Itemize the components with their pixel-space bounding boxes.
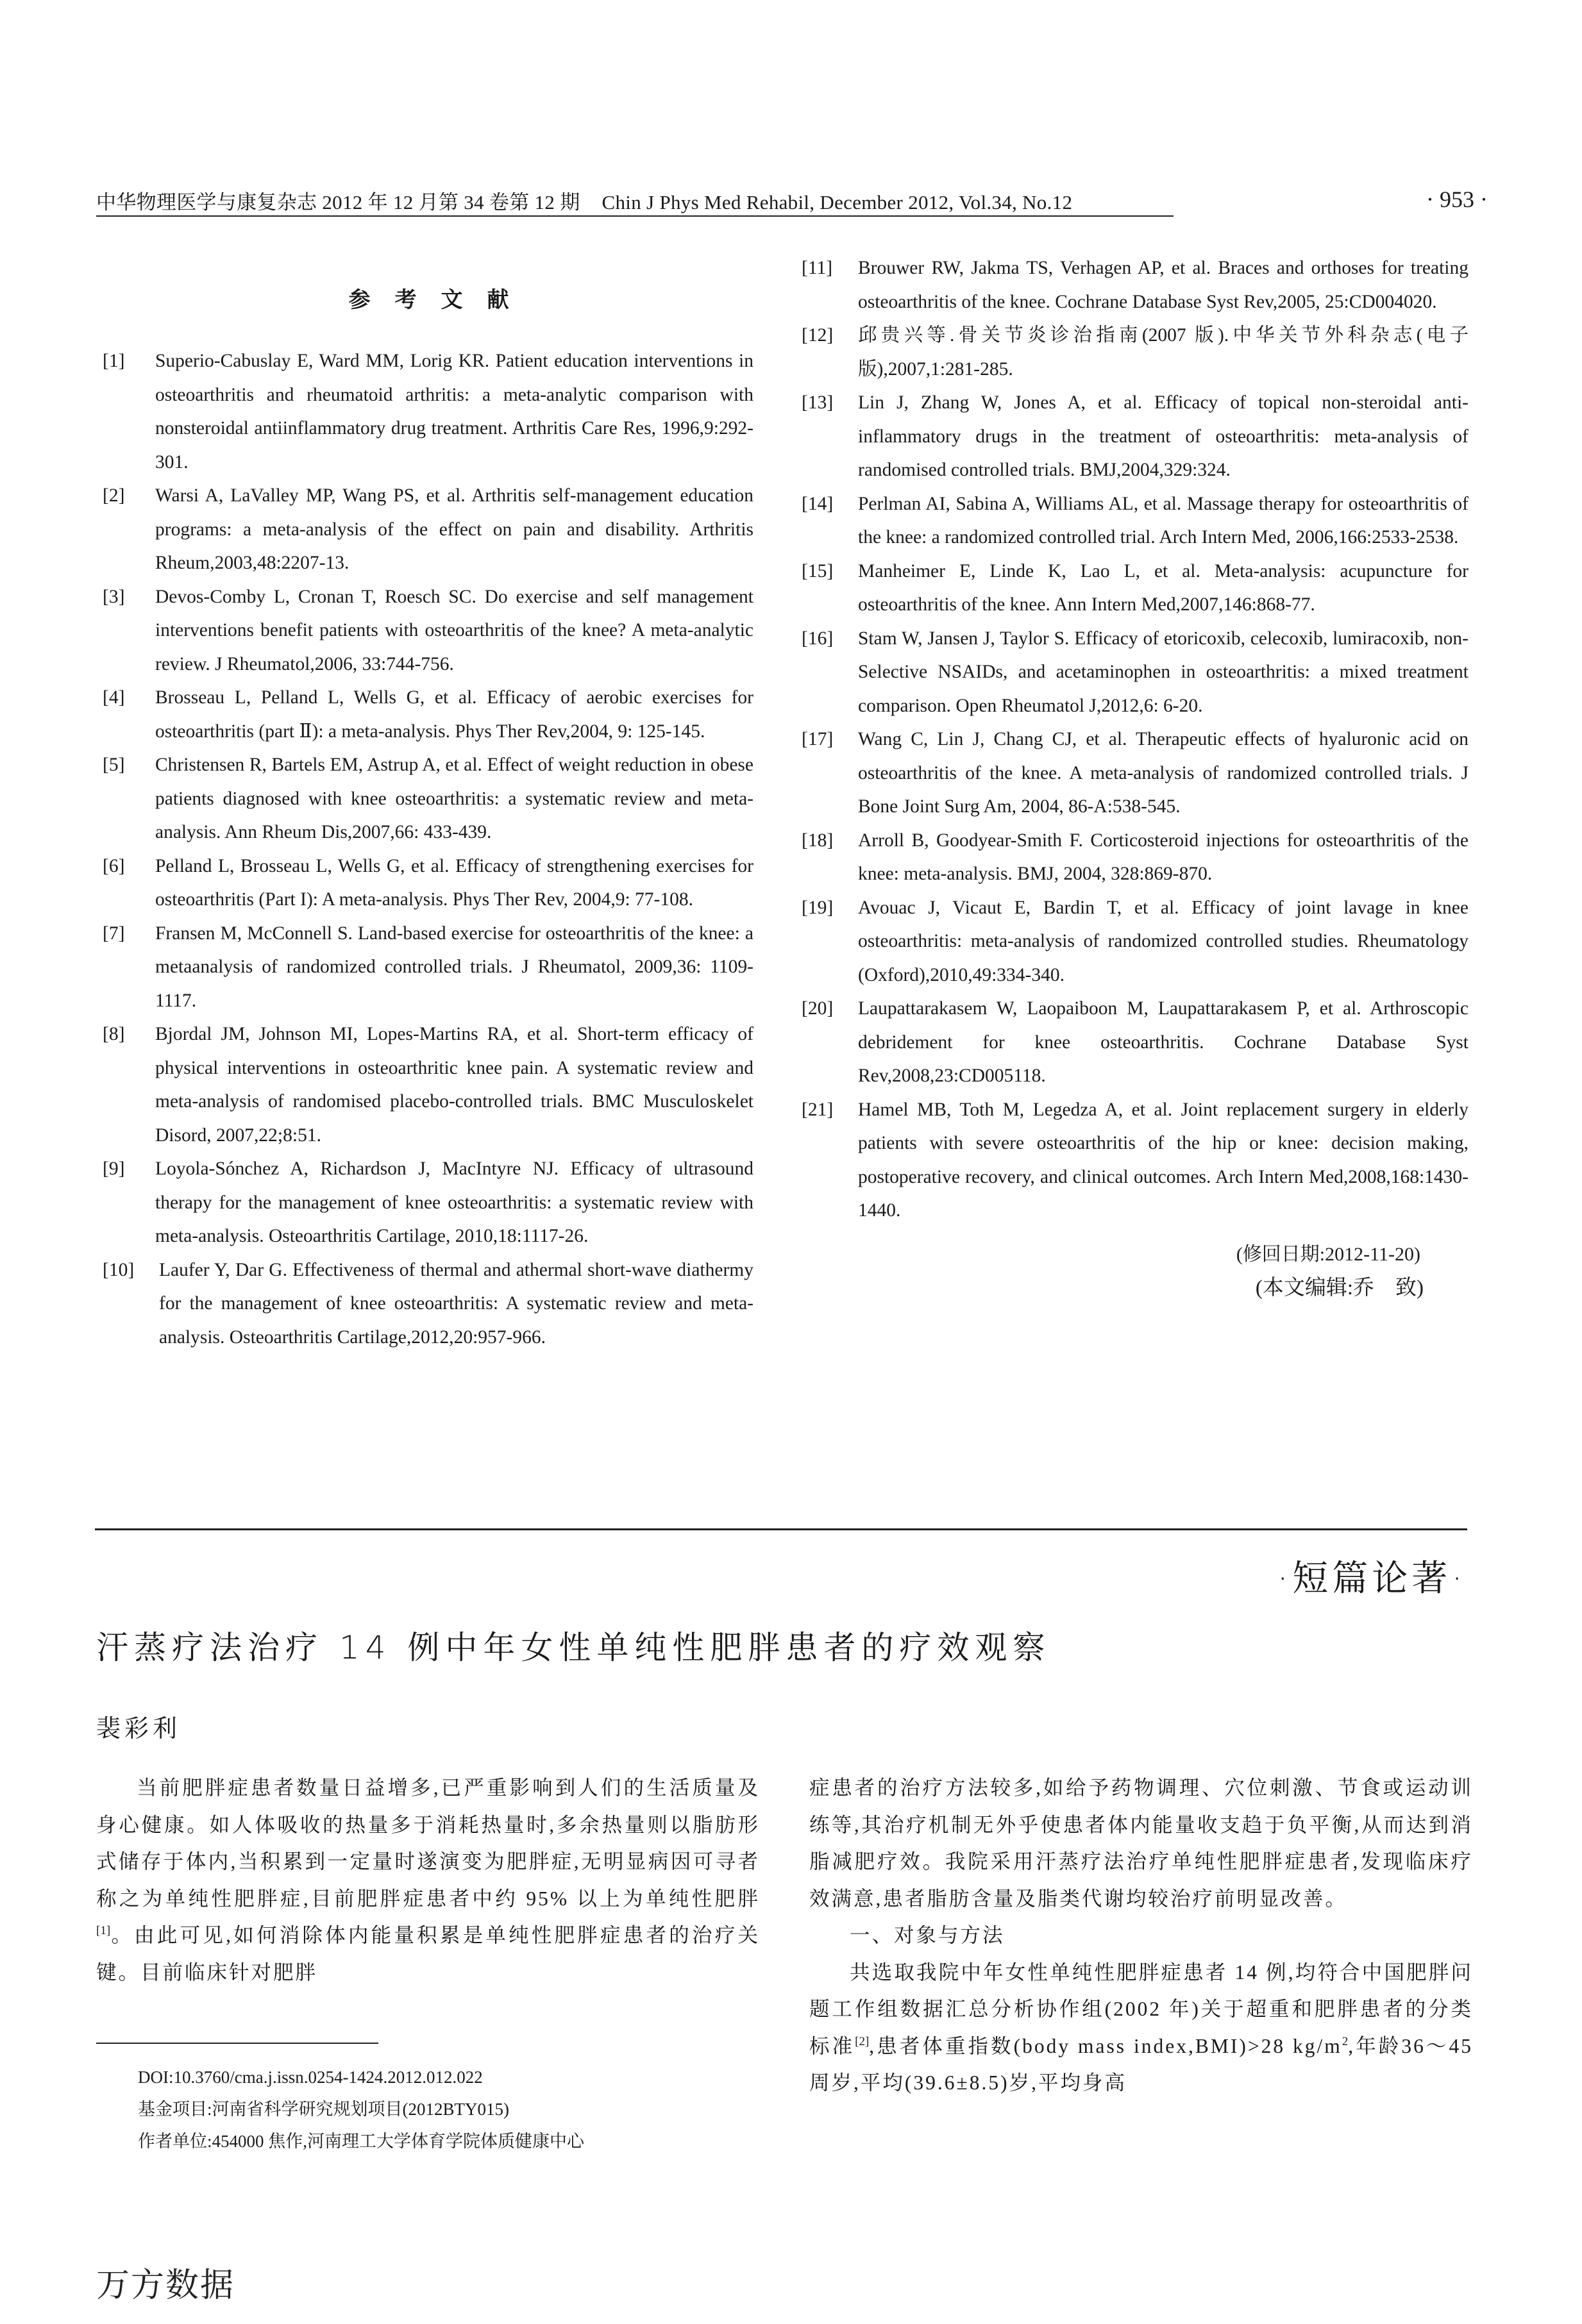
references-right-column bbox=[802, 251, 1468, 1305]
reference-text: Bjordal JM, Johnson MI, Lopes-Martins RA, et al. Short-term efficacy of physical interventions in osteoarthritic knee pain. A systematic review and meta-analysis of randomised placebo-controlled trials. BMC Musculoskelet Disord, 2007,22;8:51. bbox=[155, 1024, 753, 1146]
reference-text: Hamel MB, Toth M, Legedza A, et al. Joint replacement surgery in elderly patients with severe osteoarthritis of the hip or knee: decision making, postoperative recovery, and clinical outcomes. Arch Intern Med,2008,168:1430-1440. bbox=[858, 1099, 1468, 1221]
reference-text: Avouac J, Vicaut E, Bardin T, et al. Efficacy of joint lavage in knee osteoarthritis: meta-analysis of randomized controlled studies. Rheumatology (Oxford),2010,49:334-340. bbox=[858, 897, 1468, 985]
reference-text: Warsi A, LaValley MP, Wang PS, et al. Arthritis self-management education programs: a meta-analysis of the effect on pain and disability. Arthritis Rheum,2003,48:2207-13. bbox=[155, 485, 753, 573]
reference-number: [10] bbox=[103, 1259, 135, 1280]
citation-2[interactable]: [2] bbox=[855, 2034, 870, 2048]
reference-text: Loyola-Sónchez A, Richardson J, MacIntyre NJ. Efficacy of ultrasound therapy for the management of knee osteoarthritis: a systematic review with meta-analysis. Osteoarthritis Cartilage, 2010,18:1117-26. bbox=[155, 1158, 753, 1246]
reference-number: [21] bbox=[802, 1099, 834, 1120]
reference-text: Manheimer E, Linde K, Lao L, et al. Meta-analysis: acupuncture for osteoarthritis of the knee. Ann Intern Med,2007,146:868-77. bbox=[858, 560, 1468, 615]
reference-item bbox=[103, 917, 753, 1018]
reference-number: [18] bbox=[802, 830, 834, 851]
funding: 基金项目:河南省科学研究规划项目(2012BTY015) bbox=[138, 2100, 509, 2119]
journal-name-en: Chin J Phys Med Rehabil, December 2012, Vol.34, No.12 bbox=[602, 191, 1073, 213]
reference-text: Lin J, Zhang W, Jones A, et al. Efficacy of topical non-steroidal anti-inflammatory drugs in the treatment of osteoarthritis: meta-analysis of randomised controlled trials. BMJ,2004,329:324. bbox=[858, 392, 1468, 480]
page-number: · 953 · bbox=[1426, 187, 1488, 212]
reference-text: Brouwer RW, Jakma TS, Verhagen AP, et al. Braces and orthoses for treating osteoarthritis of the knee. Cochrane Database Syst Rev,2005, 25:CD004020. bbox=[858, 258, 1468, 312]
reference-item bbox=[802, 723, 1468, 824]
reference-item bbox=[802, 622, 1468, 723]
reference-number: [19] bbox=[802, 897, 834, 918]
intro-text: 当前肥胖症患者数量日益增多,已严重影响到人们的生活质量及身心健康。如人体吸收的热量多于消耗热量时,多余热量则以脂肪形式储存于体内,当积累到一定量时遂演变为肥胖症,无明显病因可寻者称之为单纯性肥胖症,目前肥胖症患者中约 95% 以上为单纯性肥胖 bbox=[96, 1776, 760, 1910]
reference-item bbox=[103, 681, 753, 748]
reference-item bbox=[103, 1253, 753, 1355]
article-title: 汗蒸疗法治疗 14 例中年女性单纯性肥胖患者的疗效观察 bbox=[96, 1629, 1051, 1666]
methods-paragraph bbox=[809, 1954, 1473, 2102]
reference-number: [12] bbox=[802, 325, 834, 346]
reference-item bbox=[802, 891, 1468, 992]
reference-text: Pelland L, Brosseau L, Wells G, et al. Efficacy of strengthening exercises for osteoarthritis (Part I): A meta-analysis. Phys Ther Rev, 2004,9: 77-108. bbox=[155, 855, 753, 910]
reference-number: [14] bbox=[802, 493, 834, 514]
intro-paragraph bbox=[96, 1769, 760, 1991]
intro-paragraph-continued: 症患者的治疗方法较多,如给予药物调理、穴位刺激、节食或运动训练等,其治疗机制无外乎使患者体内能量收支趋于负平衡,从而达到消脂减肥疗效。我院采用汗蒸疗法治疗单纯性肥胖症患者,发现临床疗效满意,患者脂肪含量及脂类代谢均较治疗前明显改善。 bbox=[809, 1776, 1473, 1910]
reference-item bbox=[802, 992, 1468, 1093]
reference-item bbox=[802, 386, 1468, 487]
reference-number: [20] bbox=[802, 998, 834, 1019]
reference-text: Devos-Comby L, Cronan T, Roesch SC. Do exercise and self management interventions benefit patients with osteoarthritis of the knee? A meta-analytic review. J Rheumatol,2006, 33:744-756. bbox=[155, 586, 753, 674]
editor-credit: (本文编辑:乔 致) bbox=[1255, 1276, 1424, 1300]
journal-name-cn: 中华物理医学与康复杂志 2012 年 12 月第 34 卷第 12 期 bbox=[96, 191, 580, 213]
reference-number: [9] bbox=[103, 1158, 125, 1179]
reference-item bbox=[103, 1152, 753, 1253]
reference-text: 邱贵兴等.骨关节炎诊治指南(2007 版).中华关节外科杂志(电子版),2007,1:281-285. bbox=[858, 325, 1468, 380]
methods-text-end: ,年龄36～45周岁,平均(39.6±8.5)岁,平均身高 bbox=[809, 2034, 1473, 2094]
reference-number: [17] bbox=[802, 729, 834, 749]
reference-number: [1] bbox=[103, 351, 125, 371]
reference-item bbox=[103, 344, 753, 479]
intro-text-cont: 。由此可见,如何消除体内能量积累是单纯性肥胖症患者的治疗关键。目前临床针对肥胖 bbox=[96, 1924, 760, 1984]
reference-text: Laufer Y, Dar G. Effectiveness of thermal and athermal short-wave diathermy for the management of knee osteoarthritis: A systematic review and meta-analysis. Osteoarthritis Cartilage,2012,20:957-966. bbox=[159, 1259, 753, 1348]
reference-number: [15] bbox=[802, 560, 834, 581]
reference-text: Brosseau L, Pelland L, Wells G, et al. Efficacy of aerobic exercises for osteoarthritis (part Ⅱ): a meta-analysis. Phys Ther Rev,2004, 9: 125-145. bbox=[155, 687, 753, 742]
reference-number: [6] bbox=[103, 855, 125, 876]
reference-item bbox=[802, 824, 1468, 891]
reference-text: Laupattarakasem W, Laopaiboon M, Laupattarakasem P, et al. Arthroscopic debridement for knee osteoarthritis. Cochrane Database Syst Rev,2008,23:CD005118. bbox=[858, 998, 1468, 1086]
reference-item bbox=[802, 1093, 1468, 1228]
reference-text: Superio-Cabuslay E, Ward MM, Lorig KR. Patient education interventions in osteoarthritis and rheumatoid arthritis: a meta-analytic comparison with nonsteroidal antiinflammatory drug treatment. Arthritis Care Res, 1996,9:292-301. bbox=[155, 351, 753, 472]
reference-item bbox=[802, 251, 1468, 319]
citation-1[interactable]: [1] bbox=[96, 1924, 111, 1937]
reference-number: [7] bbox=[103, 923, 125, 944]
reference-number: [8] bbox=[103, 1024, 125, 1044]
journal-citation bbox=[96, 186, 1072, 215]
reference-item bbox=[103, 849, 753, 917]
references-left-column bbox=[103, 269, 753, 1354]
footnotes bbox=[138, 2061, 779, 2157]
reference-item bbox=[103, 748, 753, 849]
reference-text: Fransen M, McConnell S. Land-based exercise for osteoarthritis of the knee: a metaanalysis of randomized controlled trials. J Rheumatol, 2009,36: 1109-1117. bbox=[155, 923, 753, 1011]
reference-number: [16] bbox=[802, 628, 834, 649]
methods-text: 共选取我院中年女性单纯性肥胖症患者 14 例,均符合中国肥胖问题工作组数据汇总分析协作组(2002 年)关于超重和肥胖患者的分类标准 bbox=[809, 1960, 1473, 2057]
reference-item bbox=[103, 479, 753, 580]
reference-text: Stam W, Jansen J, Taylor S. Efficacy of etoricoxib, celecoxib, lumiracoxib, non-Selective NSAIDs, and acetaminophen in osteoarthritis: a mixed treatment comparison. Open Rheumatol J,2012,6: 6-20. bbox=[858, 628, 1468, 716]
reference-text: Arroll B, Goodyear-Smith F. Corticosteroid injections for osteoarthritis of the knee: meta-analysis. BMJ, 2004, 328:869-870. bbox=[858, 830, 1468, 884]
header-rule bbox=[96, 215, 1174, 217]
reference-number: [13] bbox=[802, 392, 834, 413]
reference-item bbox=[802, 555, 1468, 622]
reference-item bbox=[802, 487, 1468, 555]
reference-number: [3] bbox=[103, 586, 125, 607]
reference-item bbox=[103, 1017, 753, 1152]
reference-text: Christensen R, Bartels EM, Astrup A, et al. Effect of weight reduction in obese patients diagnosed with knee osteoarthritis: a systematic review and meta-analysis. Ann Rheum Dis,2007,66: 433-439. bbox=[155, 755, 753, 842]
article-author: 裴彩利 bbox=[96, 1716, 181, 1743]
references-heading: 参考文献 bbox=[348, 287, 534, 313]
section-heading-methods: 一、对象与方法 bbox=[850, 1924, 1005, 1946]
reference-item bbox=[103, 580, 753, 681]
doi: DOI:10.3760/cma.j.issn.0254-1424.2012.012.022 bbox=[138, 2068, 483, 2087]
revision-date: (修回日期:2012-11-20) bbox=[1236, 1243, 1420, 1265]
superscript-squared: 2 bbox=[1342, 2034, 1349, 2048]
reference-item bbox=[802, 319, 1468, 386]
reference-text: Wang C, Lin J, Chang CJ, et al. Therapeutic effects of hyaluronic acid on osteoarthritis of the knee. A meta-analysis of randomized controlled trials. J Bone Joint Surg Am, 2004, 86-A:538-545. bbox=[858, 729, 1468, 817]
affiliation: 作者单位:454000 焦作,河南理工大学体育学院体质健康中心 bbox=[138, 2132, 585, 2151]
section-divider bbox=[95, 1528, 1467, 1530]
reference-number: [4] bbox=[103, 687, 125, 708]
article-body-left bbox=[96, 1769, 760, 1991]
reference-number: [5] bbox=[103, 755, 125, 775]
reference-text: Perlman AI, Sabina A, Williams AL, et al. Massage therapy for osteoarthritis of the knee: a randomized controlled trial. Arch Intern Med, 2006,166:2533-2538. bbox=[858, 493, 1468, 548]
watermark: 万方数据 bbox=[96, 2266, 235, 2305]
footnote-rule bbox=[96, 2043, 378, 2044]
reference-number: [2] bbox=[103, 485, 125, 506]
running-header bbox=[96, 186, 1488, 219]
reference-number: [11] bbox=[802, 258, 833, 278]
methods-text-cont: ,患者体重指数(body mass index,BMI)>28 kg/m bbox=[869, 2034, 1342, 2057]
article-body-right bbox=[809, 1769, 1473, 2102]
section-label: ·短篇论著· bbox=[1277, 1558, 1467, 1600]
